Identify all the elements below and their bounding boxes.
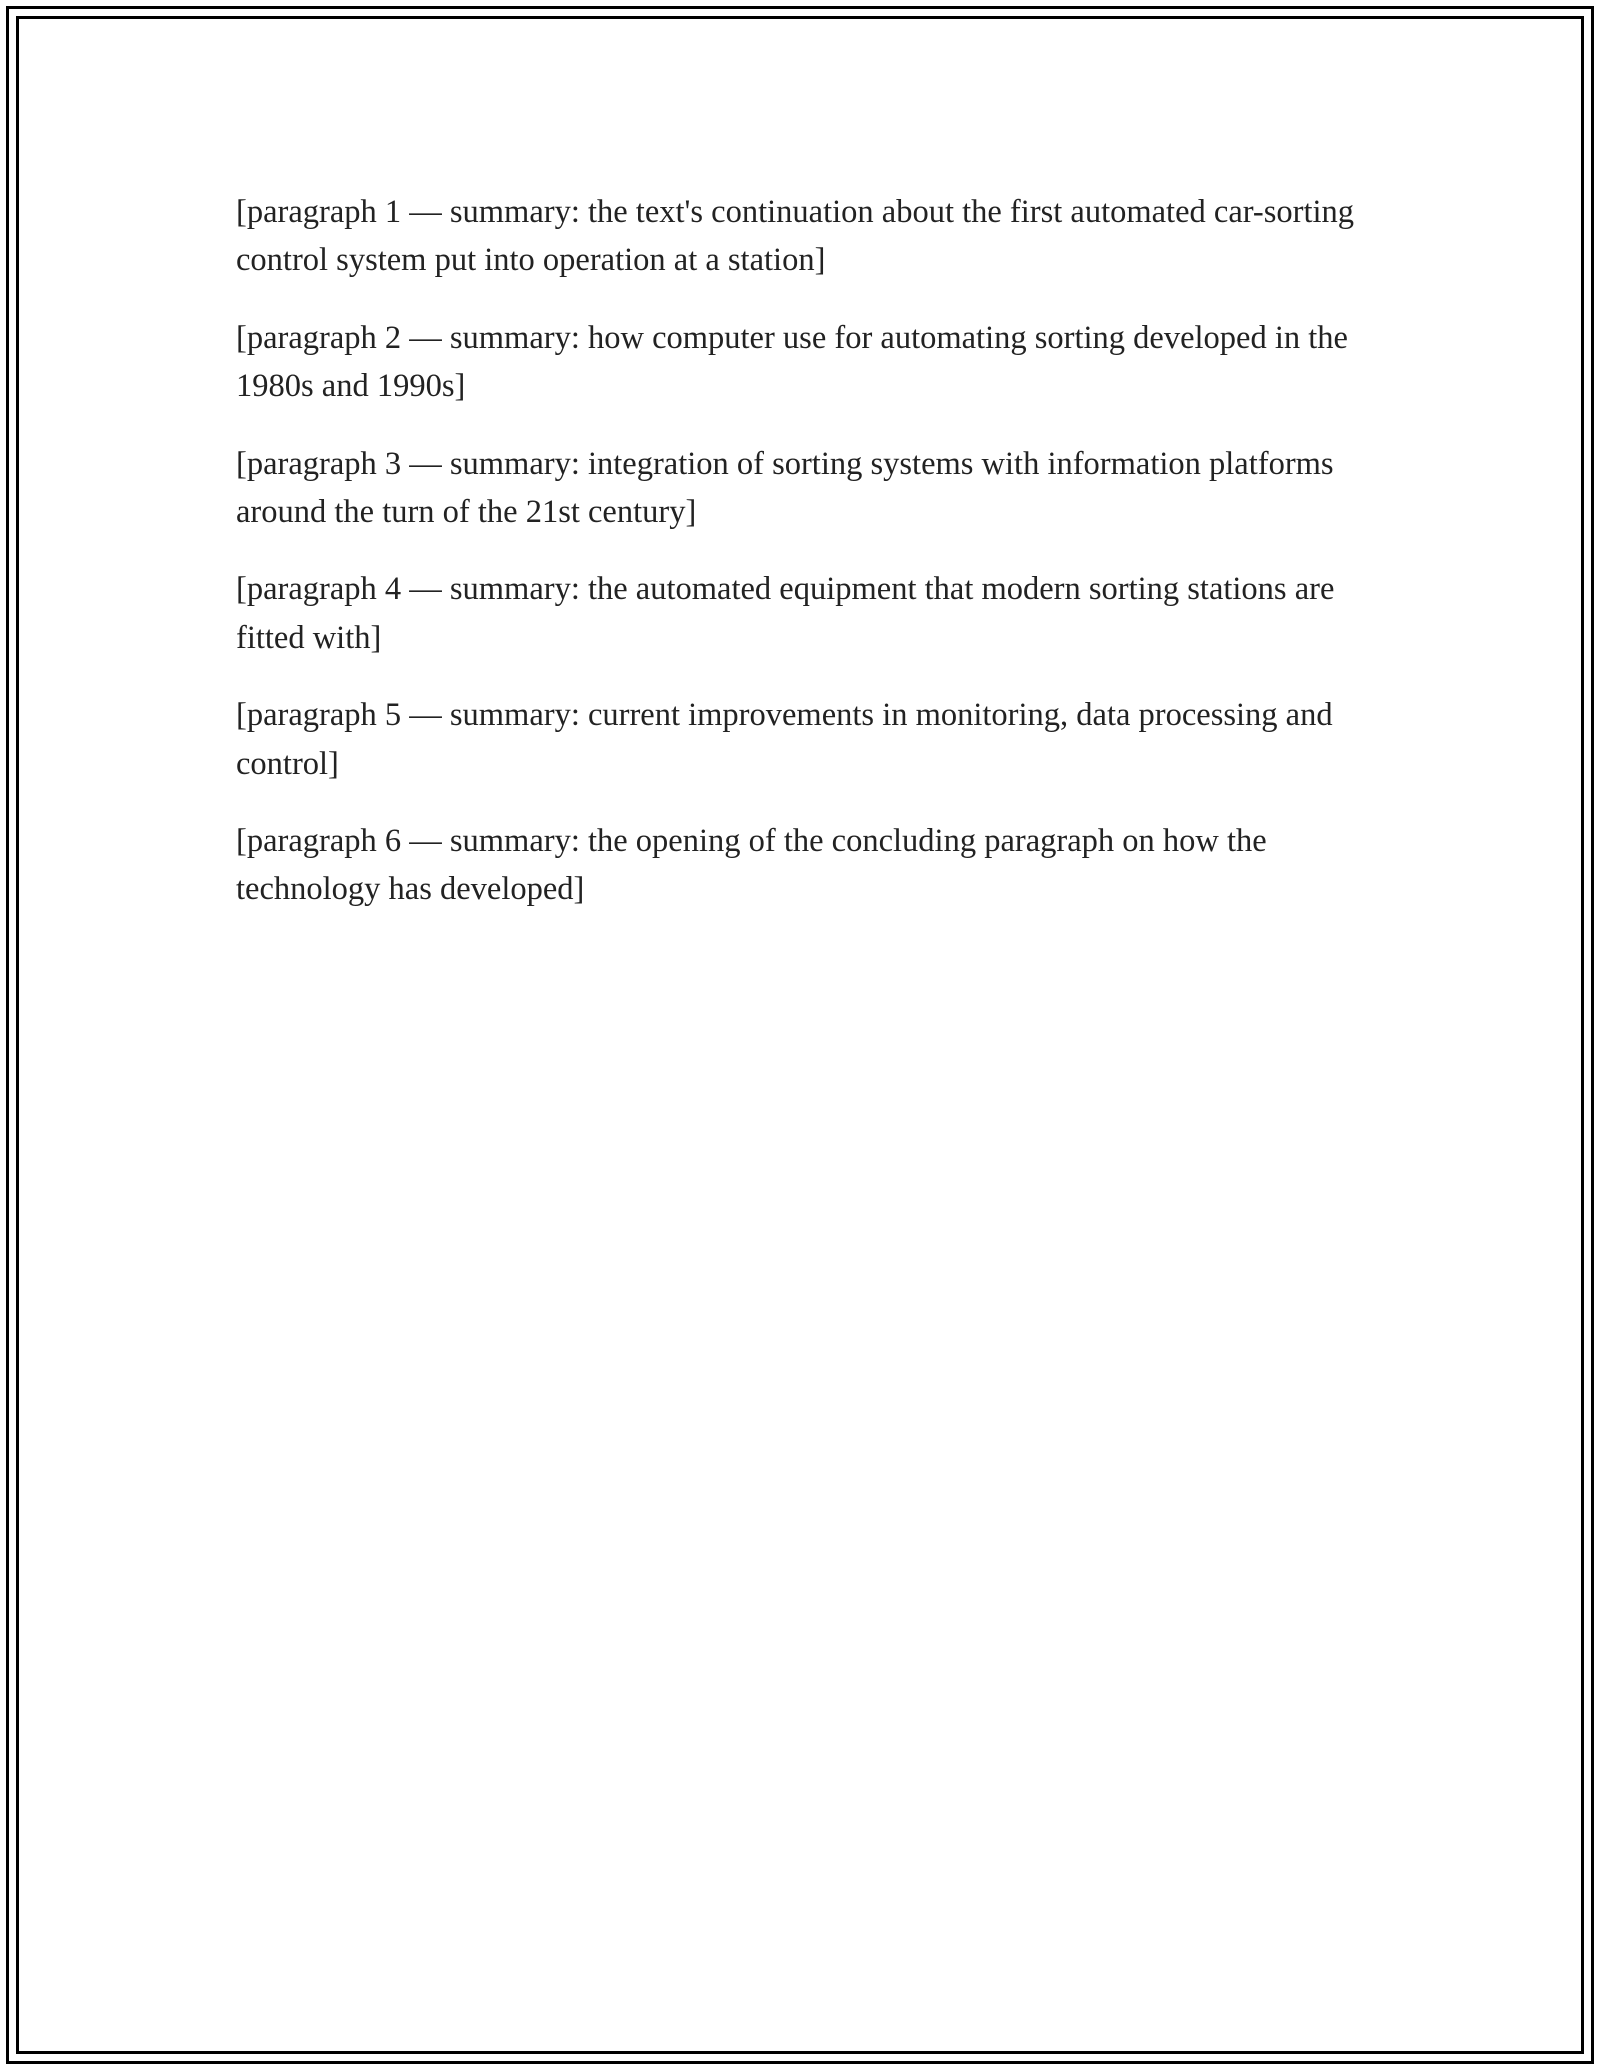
paragraph-4: [paragraph 4 — summary: the automated equipment that modern sorting stations are fitted with]	[236, 571, 1335, 656]
paragraph-2: [paragraph 2 — summary: how computer use for automating sorting developed in the 1980s and 1990s]	[236, 319, 1348, 405]
paragraph-3: [paragraph 3 — summary: integration of sorting systems with information platforms around the turn of the 21st century]	[236, 445, 1334, 531]
paragraph-6: [paragraph 6 — summary: the opening of the concluding paragraph on how the technology has developed]	[236, 823, 1267, 908]
paragraph-1: [paragraph 1 — summary: the text's continuation about the first automated car-sorting control system put into operation at a station]	[236, 194, 1355, 279]
paragraph-5: [paragraph 5 — summary: current improvements in monitoring, data processing and control]	[236, 697, 1333, 782]
document-body	[236, 188, 1396, 943]
